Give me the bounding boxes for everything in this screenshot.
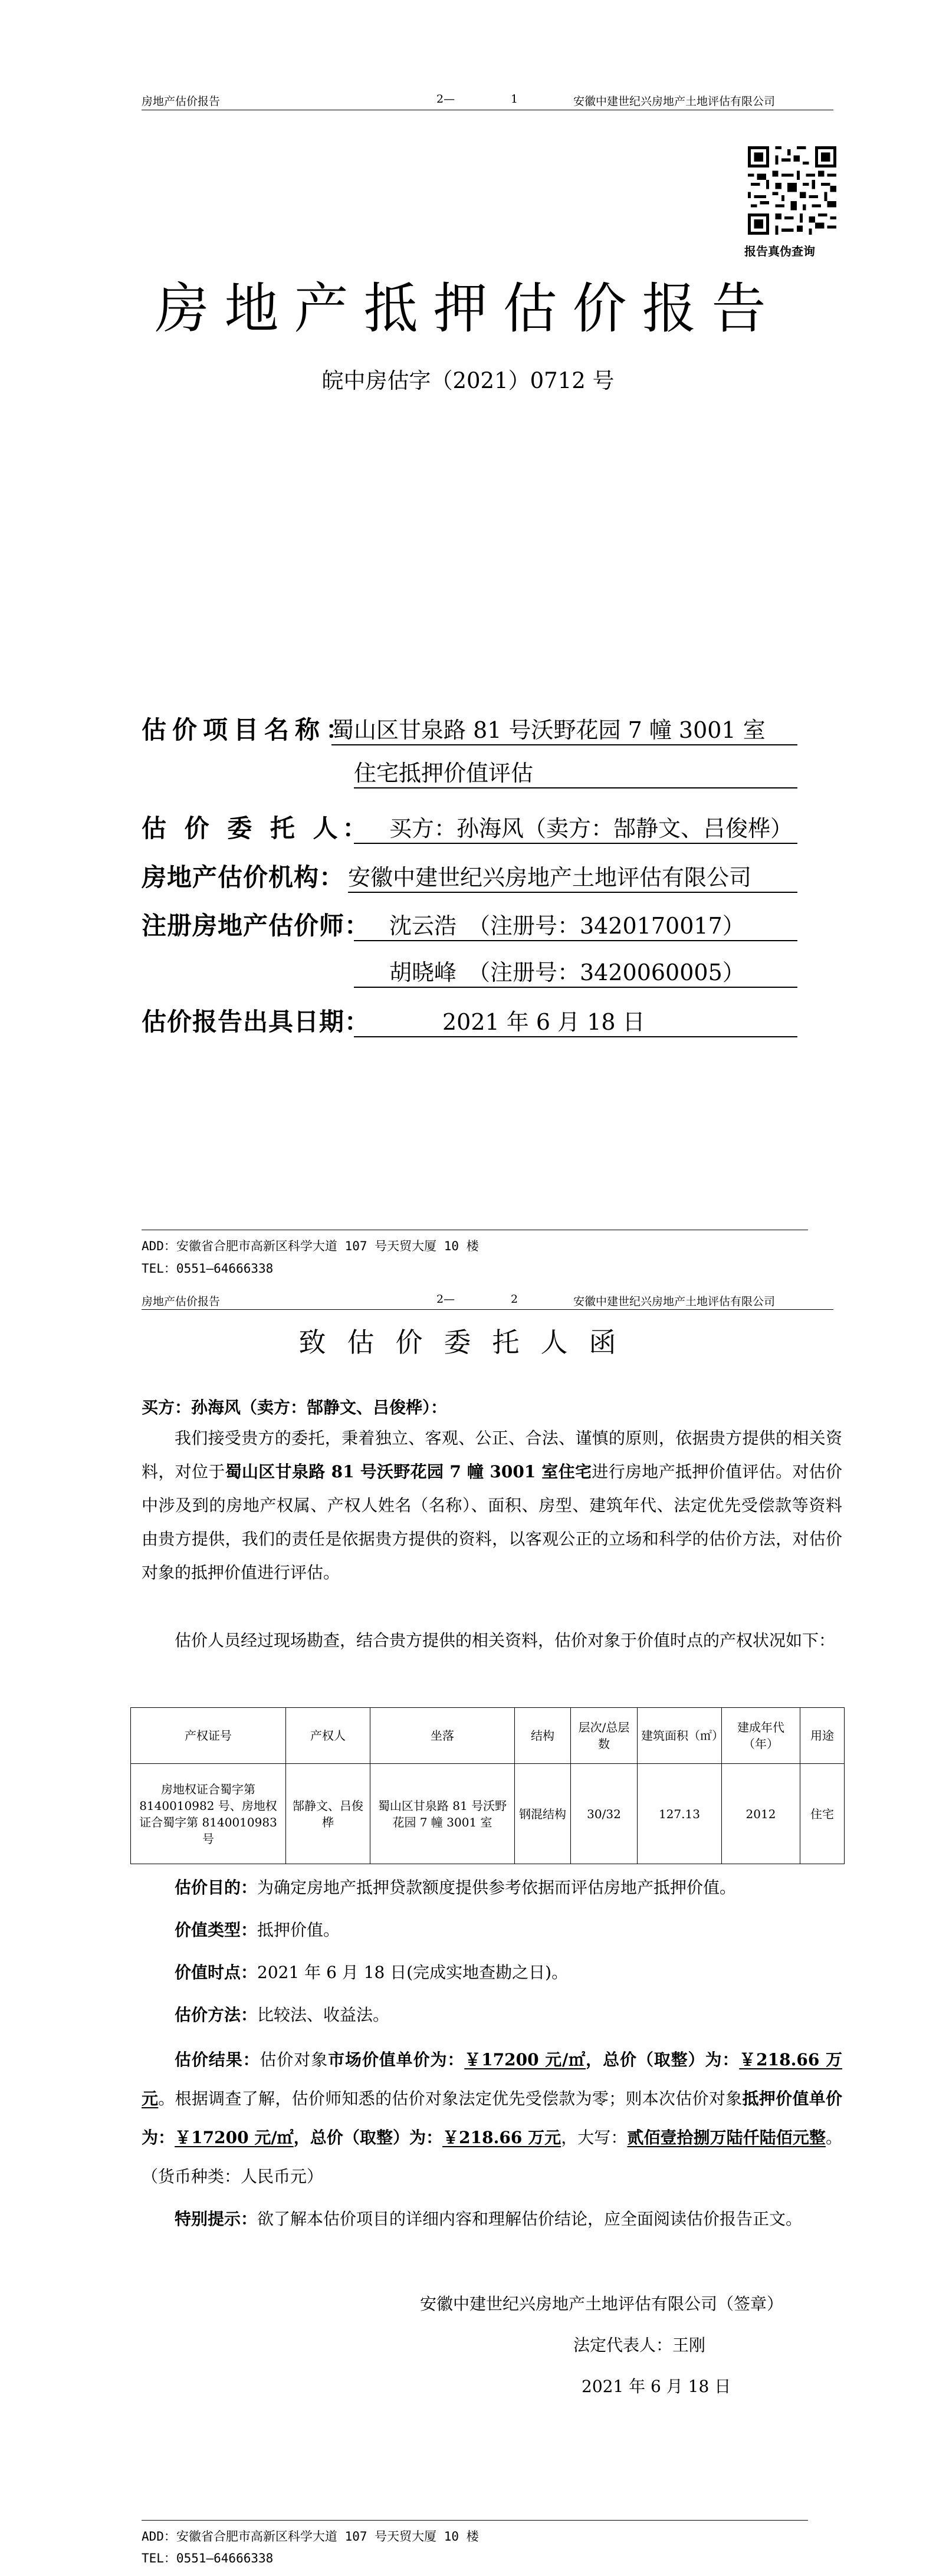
legal-representative: 法定代表人：王刚 (573, 2335, 706, 2355)
document-number: 皖中房估字（2021）0712 号 (321, 368, 615, 393)
paragraph-status: 估价人员经过现场勘查，结合贵方提供的相关资料，估价对象于价值时点的产权状况如下： (175, 1631, 836, 1650)
table-header-cell: 产权人 (286, 1708, 370, 1764)
page2-header-page-num: 2 (511, 1293, 518, 1306)
client-value: 买方：孙海风（卖方：郜静文、吕俊桦） (354, 810, 797, 844)
paragraph-intro: 我们接受贵方的委托，秉着独立、客观、公正、合法、谨慎的原则，依据贵方提供的相关资料，对位于蜀山区甘泉路 81 号沃野花园 7 幢 3001 室住宅进行房地产抵押价值评估。对估价中涉及到的房地产权属、产权人姓名（名称）、面积、房型、建筑年代、法定优先受偿款等资料由贵方提供，我们的责任是依据贵方提供的资料，以客观公正的立场和科学的估价方法，对估价对象的抵押价值进行评估。 (142, 1428, 842, 1582)
table-cell: 钢混结构 (515, 1764, 571, 1864)
table-header-cell: 坐落 (370, 1708, 515, 1764)
qr-caption: 报告真伪查询 (744, 244, 815, 258)
project-name-label: 估价项目名称： (142, 715, 357, 744)
appraiser-1: 沈云浩 （注册号：3420170017） (354, 908, 797, 941)
table-row (131, 1764, 845, 1864)
table-header-cell: 建筑面积（㎡） (638, 1708, 722, 1764)
page1-footer-tel: TEL：0551—64666338 (142, 1261, 274, 1276)
table-cell: 127.13 (638, 1764, 722, 1864)
issue-date-value: 2021 年 6 月 18 日 (354, 1004, 797, 1037)
table-header-cell: 用途 (800, 1708, 845, 1764)
table-cell: 住宅 (800, 1764, 845, 1864)
table-header-cell: 结构 (515, 1708, 571, 1764)
page1-footer-address: ADD：安徽省合肥市高新区科学大道 107 号天贸大厦 10 楼 (142, 1239, 479, 1253)
appraiser-label: 注册房地产估价师： (142, 911, 370, 940)
page2-footer-rule (142, 2520, 808, 2521)
table-cell: 蜀山区甘泉路 81 号沃野花园 7 幢 3001 室 (370, 1764, 515, 1864)
report-title: 房地产抵押估价报告 (155, 277, 781, 340)
page1-header-page-num: 1 (511, 93, 518, 106)
signature-date: 2021 年 6 月 18 日 (582, 2377, 731, 2396)
page2-header-right: 安徽中建世纪兴房地产土地评估有限公司 (573, 1295, 776, 1308)
table-cell: 郜静文、吕俊桦 (286, 1764, 370, 1864)
page2-footer-tel: TEL：0551—64666338 (142, 2551, 274, 2565)
signature-company: 安徽中建世纪兴房地产土地评估有限公司（签章） (420, 2294, 784, 2314)
client-label: 估 价 委 托 人： (142, 814, 372, 843)
property-table (130, 1707, 845, 1864)
table-header-cell: 产权证号 (131, 1708, 286, 1764)
agency-label: 房地产估价机构： (142, 863, 345, 892)
page2-header-page-label: 2— (436, 1293, 455, 1306)
result-paragraph: 估价结果：估价对象市场价值单价为：￥17200 元/㎡，总价（取整）为：￥218.66 万元。根据调查了解，估价师知悉的估价对象法定优先受偿款为零；则本次估价对象抵押价值单价为：￥17200 元/㎡，总价（取整）为：￥218.66 万元，大写：贰佰壹拾捌万陆仟陆佰元整。（货币种类：人民币元） (142, 2050, 842, 2186)
table-header-cell: 层次/总层数 (571, 1708, 638, 1764)
page2-header-left: 房地产估价报告 (142, 1295, 221, 1308)
page2-footer-address: ADD：安徽省合肥市高新区科学大道 107 号天贸大厦 10 楼 (142, 2529, 479, 2544)
page1-header-right: 安徽中建世纪兴房地产土地评估有限公司 (573, 95, 776, 108)
page2-header-rule (142, 1309, 833, 1310)
project-name-value-1: 蜀山区甘泉路 81 号沃野花园 7 幢 3001 室 (331, 712, 797, 745)
salutation: 买方：孙海风（卖方：郜静文、吕俊桦）： (142, 1398, 448, 1417)
value-time-line: 价值时点：2021 年 6 月 18 日(完成实地查勘之日)。 (175, 1963, 569, 1982)
appraiser-2: 胡晓峰 （注册号：3420060005） (354, 954, 797, 988)
purpose-line: 估价目的：为确定房地产抵押贷款额度提供参考依据而评估房地产抵押价值。 (175, 1878, 737, 1897)
table-cell: 房地权证合蜀字第 8140010982 号、房地权证合蜀字第 8140010983 号 (131, 1764, 286, 1864)
table-header-cell: 建成年代（年） (722, 1708, 800, 1764)
table-cell: 30/32 (571, 1764, 638, 1864)
letter-title: 致估价委托人函 (298, 1326, 638, 1358)
value-type-line: 价值类型：抵押价值。 (175, 1920, 340, 1940)
special-notice: 特别提示：欲了解本估价项目的详细内容和理解估价结论，应全面阅读估价报告正文。 (175, 2209, 803, 2229)
qr-code-icon[interactable] (748, 146, 836, 235)
page1-header-left: 房地产估价报告 (142, 95, 221, 108)
agency-value: 安徽中建世纪兴房地产土地评估有限公司 (348, 859, 797, 893)
table-cell: 2012 (722, 1764, 800, 1864)
issue-date-label: 估价报告出具日期： (142, 1007, 370, 1036)
table-header-row (131, 1708, 845, 1764)
project-name-value-2: 住宅抵押价值评估 (354, 755, 797, 788)
method-line: 估价方法：比较法、收益法。 (175, 2005, 390, 2025)
page1-header-page-label: 2— (436, 93, 455, 106)
